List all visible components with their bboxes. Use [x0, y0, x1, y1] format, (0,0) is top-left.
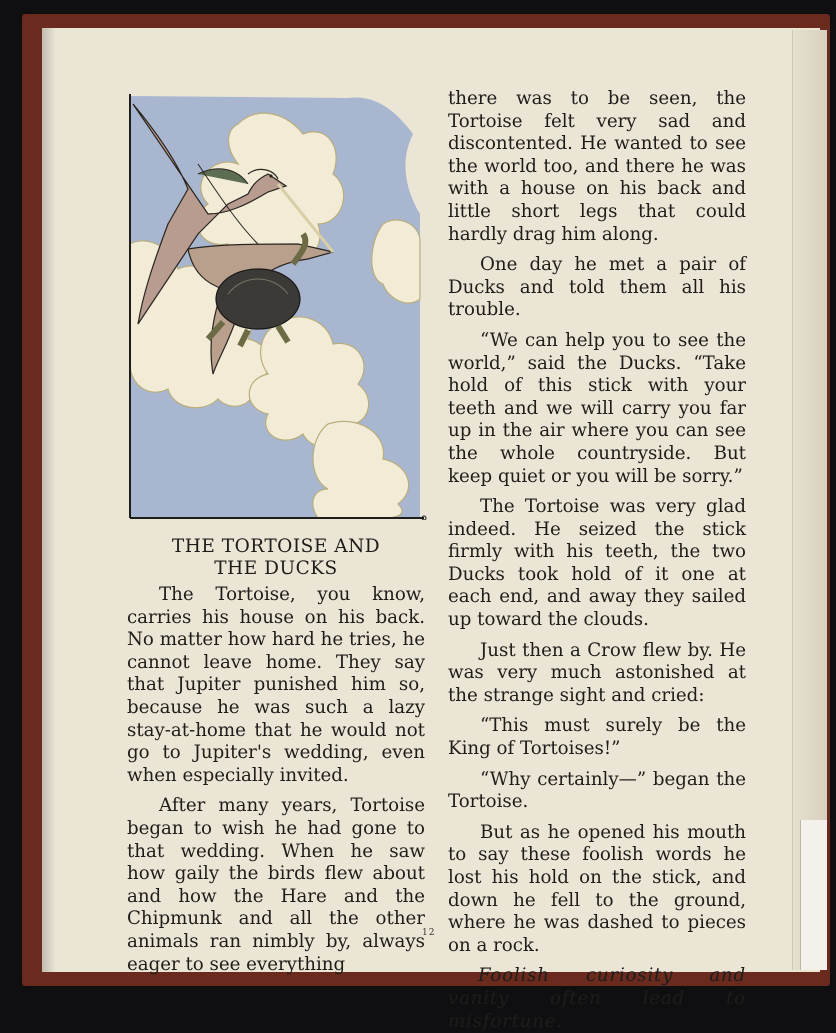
- right-column: [448, 88, 746, 1033]
- left-column: [127, 584, 425, 976]
- paragraph: Just then a Crow flew by. He was very much astonished at the strange sight and cried:: [448, 639, 746, 706]
- torn-page-edge: [800, 820, 827, 970]
- story-title: [127, 536, 425, 580]
- story-title-line-1: THE TORTOISE AND: [171, 536, 381, 557]
- gutter-shadow: [42, 28, 56, 972]
- ducks-carrying-tortoise-illustration: [128, 94, 428, 520]
- story-title-line-2: THE DUCKS: [214, 558, 338, 579]
- paragraph: “Why certainly—” began the Tortoise.: [448, 768, 746, 813]
- paragraph: After many years, Tortoise began to wish he had gone to that wedding. When he saw how gaily the birds flew about and how the Hare and the Chipmunk and all the other animals ran nimbly by, always eager to see everything: [127, 795, 425, 975]
- paragraph: One day he met a pair of Ducks and told them all his trouble.: [448, 254, 746, 321]
- paragraph: “We can help you to see the world,” said the Ducks. “Take hold of this stick with your teeth and we will carry you far up in the air where you can see the whole countryside. But keep quiet or you will be sorry.”: [448, 329, 746, 487]
- paragraph: The Tortoise was very glad indeed. He seized the stick firmly with his teeth, the two Ducks took hold of it one at each end, and away they sailed up toward the clouds.: [448, 496, 746, 631]
- moral-text: Foolish curiosity and vanity often lead to misfortune.: [448, 965, 746, 1032]
- page-number: 12: [422, 928, 436, 938]
- paragraph: The Tortoise, you know, carries his house on his back. No matter how hard he tries, he cannot leave home. They say that Jupiter punished him so, because he was such a lazy stay-at-home that he would not go to Jupiter's wedding, even when especially invited.: [127, 584, 425, 786]
- paragraph: But as he opened his mouth to say these foolish words he lost his hold on the stick, and down he fell to the ground, where he was dashed to pieces on a rock.: [448, 821, 746, 956]
- paragraph: “This must surely be the King of Tortoises!”: [448, 715, 746, 760]
- paragraph: there was to be seen, the Tortoise felt very sad and discontented. He wanted to see the world too, and there he was with a house on his back and little short legs that could hardly drag him along.: [448, 88, 746, 245]
